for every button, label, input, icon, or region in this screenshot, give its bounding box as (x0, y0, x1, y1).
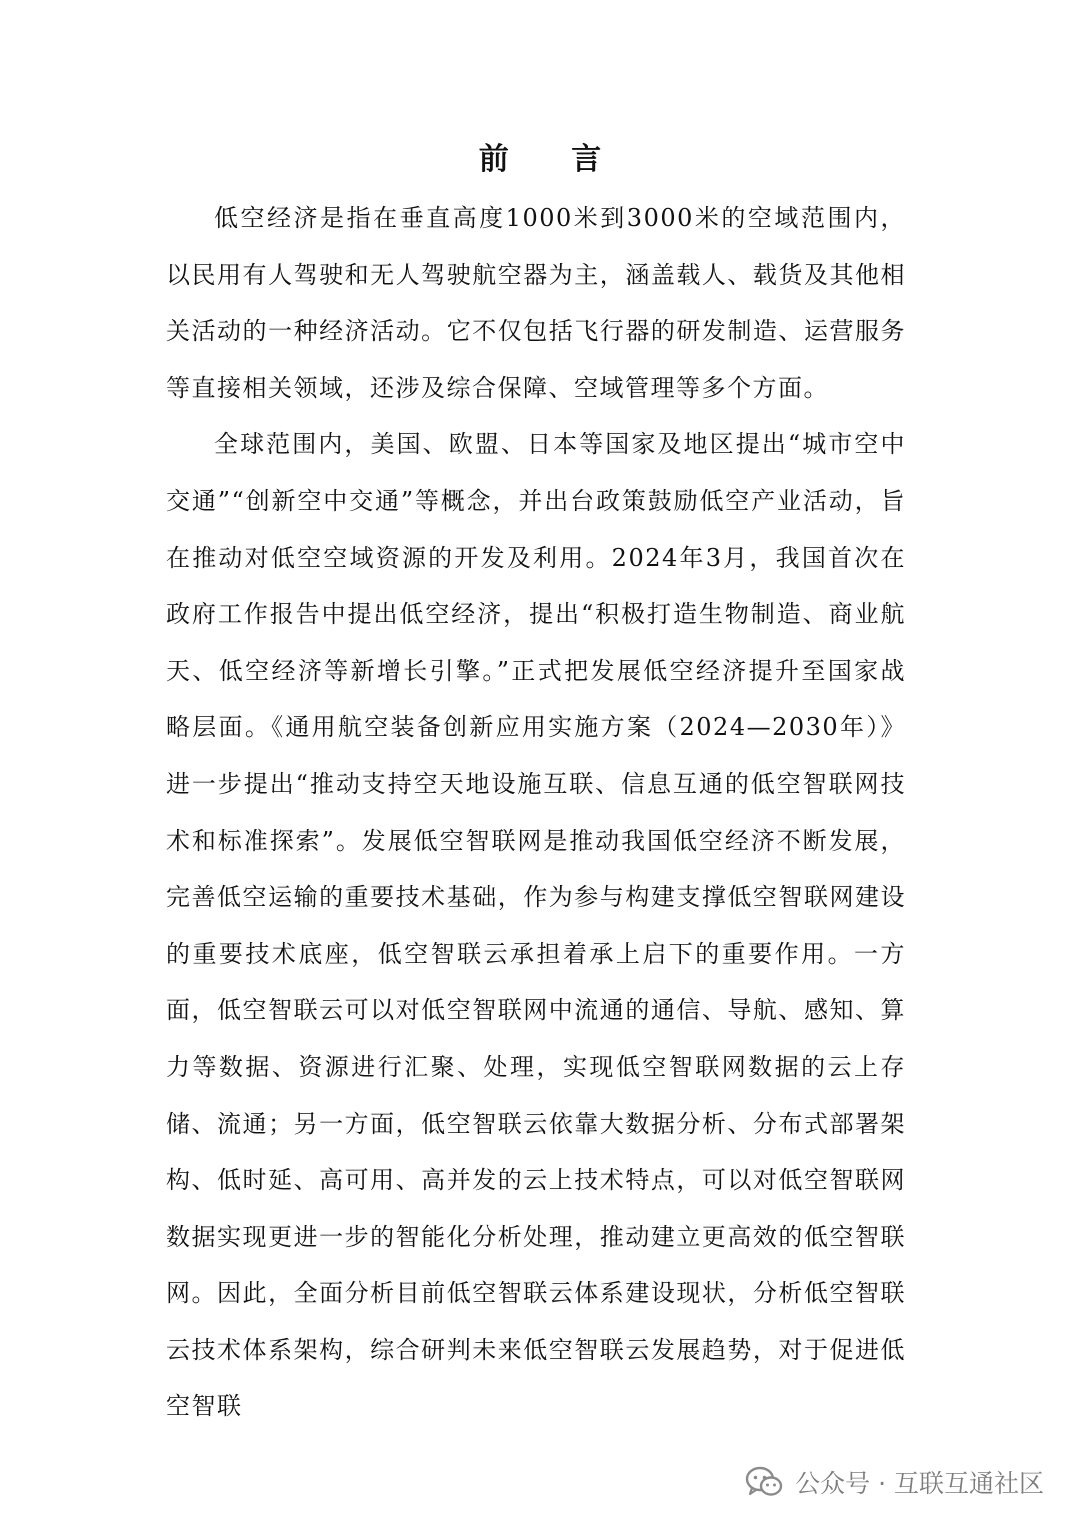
paragraph-1: 低空经济是指在垂直高度1000米到3000米的空域范围内，以民用有人驾驶和无人驾驶航空器为主，涵盖载人、载货及其他相关活动的一种经济活动。它不仅包括飞行器的研发制造、运营服务等直接相关领域，还涉及综合保障、空域管理等多个方面。 (166, 204, 906, 402)
body-text (166, 190, 906, 1435)
wechat-icon (745, 1466, 783, 1498)
paragraph-2: 全球范围内，美国、欧盟、日本等国家及地区提出“城市空中交通”“创新空中交通”等概念，并出台政策鼓励低空产业活动，旨在推动对低空空域资源的开发及利用。2024年3月，我国首次在政府工作报告中提出低空经济，提出“积极打造生物制造、商业航天、低空经济等新增长引擎。”正式把发展低空经济提升至国家战略层面。《通用航空装备创新应用实施方案（2024—2030年）》进一步提出“推动支持空天地设施互联、信息互通的低空智联网技术和标准探索”。发展低空智联网是推动我国低空经济不断发展，完善低空运输的重要技术基础，作为参与构建支撑低空智联网建设的重要技术底座，低空智联云承担着承上启下的重要作用。一方面，低空智联云可以对低空智联网中流通的通信、导航、感知、算力等数据、资源进行汇聚、处理，实现低空智联网数据的云上存储、流通；另一方面，低空智联云依靠大数据分析、分布式部署架构、低时延、高可用、高并发的云上技术特点，可以对低空智联网数据实现更进一步的智能化分析处理，推动建立更高效的低空智联网。因此，全面分析目前低空智联云体系建设现状，分析低空智联云技术体系架构，综合研判未来低空智联云发展趋势，对于促进低空智联 (166, 430, 906, 1421)
page-title: 前 言 (478, 142, 628, 177)
watermark-text: 公众号 · 互联互通社区 (795, 1469, 1044, 1498)
watermark (745, 1462, 1044, 1502)
